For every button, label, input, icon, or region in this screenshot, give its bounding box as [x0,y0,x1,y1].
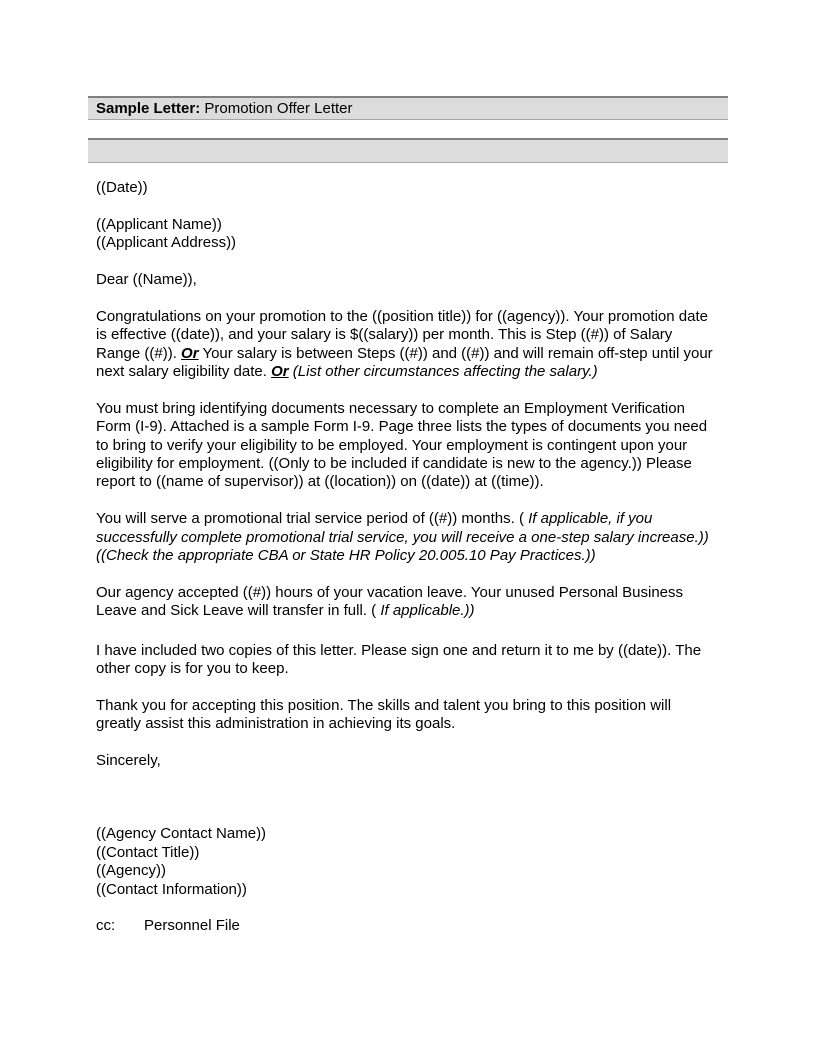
steps-text: Your salary is between Steps ((#)) and ((#)) and will remain off-step until your next salary eligibility date. [96,344,713,381]
paragraph-copies: I have included two copies of this letter. Please sign one and return it to me by ((date)). The other copy is for you to keep. [96,641,702,678]
title-bar [88,96,728,120]
signature-agency: ((Agency)) [96,862,167,880]
or-label: Or [271,363,289,381]
paragraph-documents: You must bring identifying documents necessary to complete an Employment Verification Form (I-9). Attached is a sample Form I-9. Page three lists the types of documents you need to bring to verify your eligibility to be employed. Your employment is contingent upon your eligibility for employment. ((Only to be included if candidate is new to the agency.)) Please report to ((name of supervisor)) at ((location)) on ((date)) at ((time)). [96,399,708,491]
circumstances-text: (List other circumstances affecting the salary.) [288,363,598,381]
signature-contact-title: ((Contact Title)) [96,843,200,861]
document-title: Promotion Offer Letter [200,100,353,117]
signature-contact-info: ((Contact Information)) [96,880,247,898]
promotion-text: Congratulations on your promotion to the ((position title)) for ((agency)). Your promotion date is effective ((date)), and your salary is $((salary)) per month. This is Step ((#)) of Salary Range ((#)). [96,307,708,362]
paragraph-promotion [96,308,714,382]
applicant-name: ((Applicant Name)) [96,215,222,233]
signature-contact-name: ((Agency Contact Name)) [96,825,267,843]
leave-note: If applicable.)) [380,602,475,620]
trial-service-text: You will serve a promotional trial service period of ((#)) months. ( [96,510,529,528]
closing: Sincerely, [96,752,161,770]
trial-service-note: If applicable, if you successfully complete promotional trial service, you will receive a one-step salary increase.)) ((Check the appropriate CBA or State HR Policy 20.005.10 Pay Practices.)) [96,510,709,565]
paragraph-trial-service [96,510,714,565]
or-label: Or [181,344,199,362]
paragraph-thanks: Thank you for accepting this position. The skills and talent you bring to this position will greatly assist this administration in achieving its goals. [96,696,672,733]
title-label: Sample Letter: [96,100,201,117]
cc-label: cc: [96,917,116,935]
paragraph-leave [96,584,714,621]
cc-value: Personnel File [144,917,240,935]
cc-line [96,917,714,935]
leave-text: Our agency accepted ((#)) hours of your vacation leave. Your unused Personal Business Leave and Sick Leave will transfer in full. ( [96,583,684,620]
applicant-address: ((Applicant Address)) [96,234,237,252]
letter-date: ((Date)) [96,179,148,196]
blank-header-bar [88,138,728,163]
salutation: Dear ((Name)), [96,271,197,288]
letter-body [96,179,714,936]
